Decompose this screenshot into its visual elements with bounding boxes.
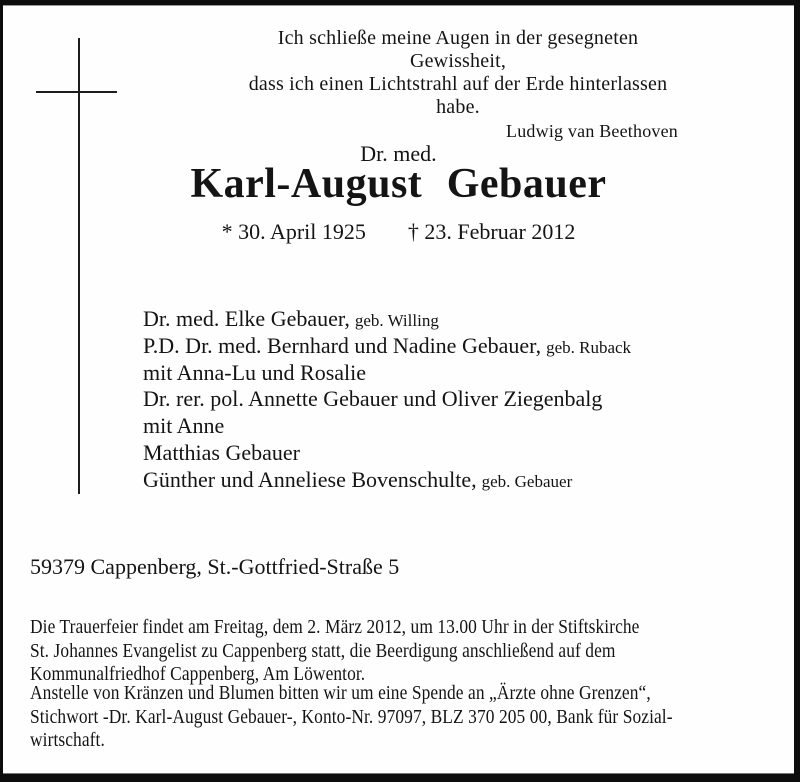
mourner-row [143, 387, 631, 414]
mourner-birthname: geb. Willing [354, 311, 439, 330]
mourner-name: mit Anne [143, 413, 225, 439]
deceased-academic-title: Dr. med. [360, 141, 437, 166]
mourner-birthname: geb. Gebauer [481, 471, 573, 491]
epigraph-line-1: Ich schließe meine Augen in der gesegneten Gewissheit, [277, 27, 639, 72]
donation-request [30, 682, 673, 753]
mourner-row [143, 334, 631, 361]
mourner-name: Dr. rer. pol. Annette Gebauer und Oliver Ziegenbalg [143, 386, 603, 412]
epigraph [232, 27, 684, 143]
mourner-row [143, 307, 631, 334]
mourner-row [143, 361, 631, 388]
cross-vertical-bar [78, 38, 80, 494]
address-line: 59379 Cappenberg, St.-Gottfried-Straße 5 [30, 554, 400, 579]
mourner-row [143, 468, 631, 495]
mourners-list [143, 307, 631, 495]
birth-date: * 30. April 1925 [221, 219, 366, 244]
mourner-birthname: geb. Ruback [546, 337, 632, 357]
mourner-name: Matthias Gebauer [143, 439, 300, 465]
donation-request-line-2: Stichwort -Dr. Karl-August Gebauer-, Konto-Nr. 97097, BLZ 370 205 00, Bank für Sozial- [30, 705, 673, 728]
mourner-name: Dr. med. Elke Gebauer, [143, 306, 350, 331]
epigraph-line-2: dass ich einen Lichtstrahl auf der Erde hinterlassen habe. [248, 73, 668, 118]
funeral-details-line-1: Die Trauerfeier findet am Freitag, dem 2. März 2012, um 13.00 Uhr in der Stiftskirche [30, 616, 640, 638]
deceased-name: Karl-August Gebauer [190, 161, 607, 207]
death-date: † 23. Februar 2012 [407, 219, 576, 244]
mourner-name: P.D. Dr. med. Bernhard und Nadine Gebauer, [143, 332, 542, 358]
donation-request-line-1: Anstelle von Kränzen und Blumen bitten wir um eine Spende an „Ärzte ohne Grenzen“, [30, 682, 651, 704]
mourner-row [143, 441, 631, 468]
mourner-name: mit Anna-Lu und Rosalie [143, 359, 367, 385]
cross-horizontal-bar [36, 91, 117, 93]
epigraph-attribution: Ludwig van Beethoven [506, 121, 678, 141]
mourner-name: Günther und Anneliese Bovenschulte, [143, 466, 477, 492]
funeral-details-line-2: St. Johannes Evangelist zu Cappenberg statt, die Beerdigung anschließend auf dem [30, 639, 616, 662]
donation-request-line-3: wirtschaft. [30, 729, 105, 751]
funeral-details-line-3: Kommunalfriedhof Cappenberg, Am Löwentor. [30, 663, 366, 685]
mourner-row [143, 414, 631, 441]
life-dates [3, 219, 794, 245]
funeral-details [30, 616, 639, 687]
